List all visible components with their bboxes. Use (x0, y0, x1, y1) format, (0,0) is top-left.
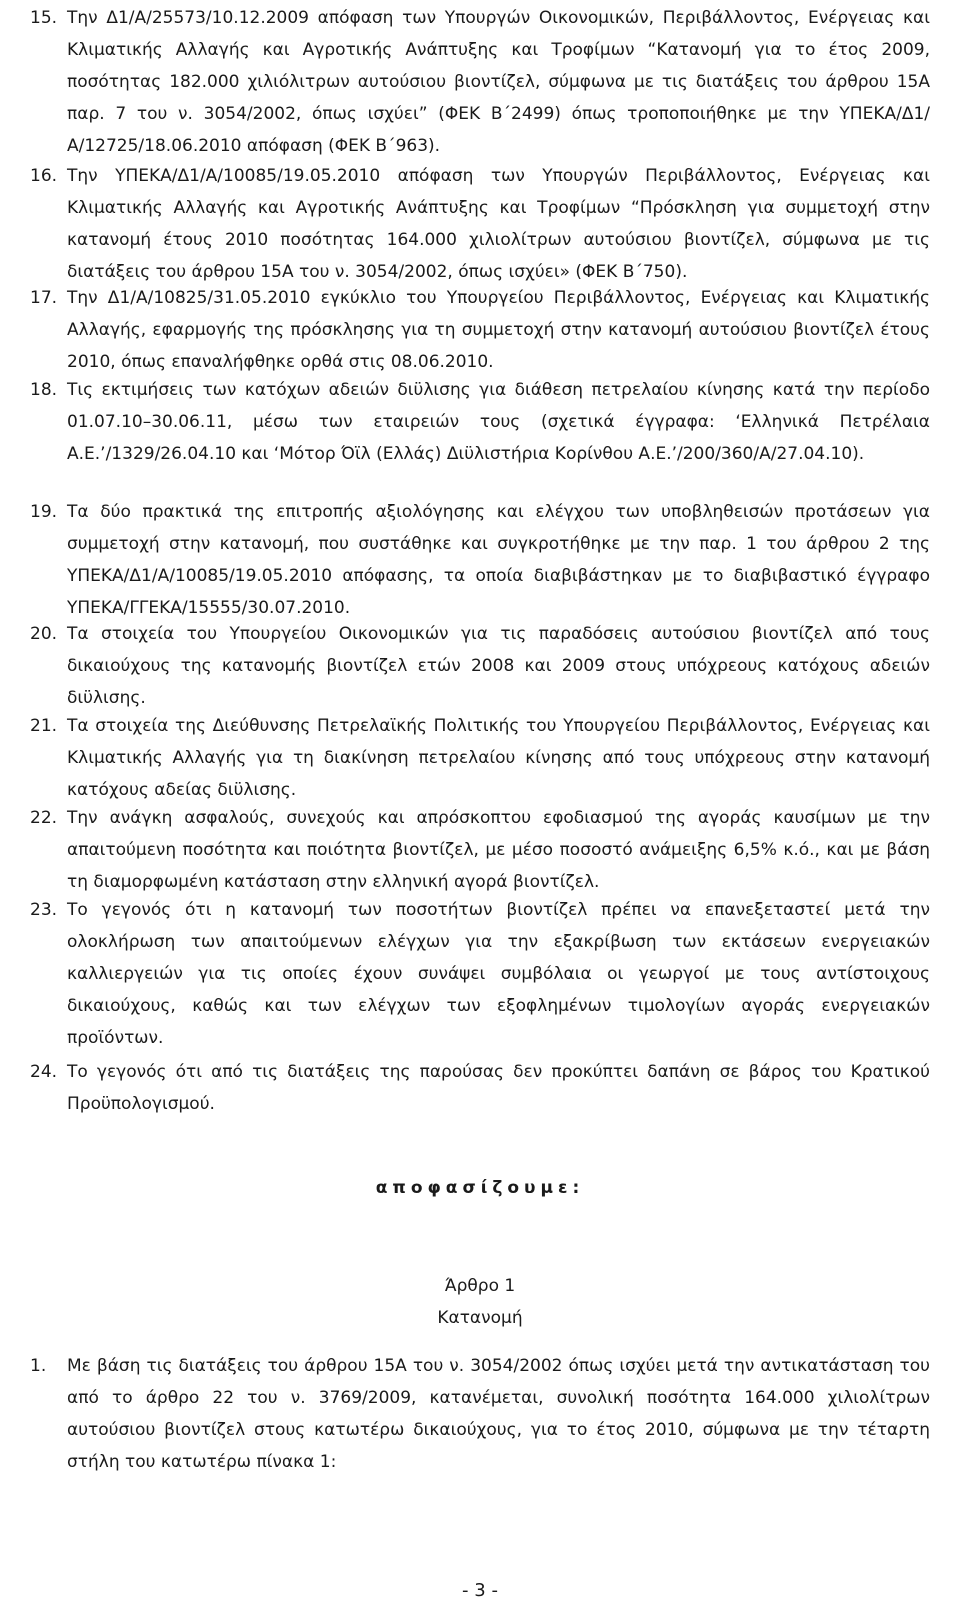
list-item (30, 618, 930, 714)
item-text: Το γεγονός ότι η κατανομή των ποσοτήτων βιοντίζελ πρέπει να επανεξεταστεί μετά την ολοκλήρωση των απαιτούμενων ελέγχων για την εξακρίβωση των εκτάσεων ενεργειακών καλλιεργειών για τις οποίες έχουν συνάψει συμβόλαια οι γεωργοί με τους αντίστοιχους δικαιούχους, καθώς και των ελέγχων των εξοφλημένων τιμολογίων αγοράς ενεργειακών προϊόντων. (67, 900, 930, 1048)
item-number: 20. (30, 624, 58, 644)
item-text: Τις εκτιμήσεις των κατόχων αδειών διϋλισης για διάθεση πετρελαίου κίνησης κατά την περίοδο 01.07.10–30.06.11, μέσω των εταιρειών τους (σχετικά έγγραφα: ‘Ελληνικά Πετρέλαια Α.Ε.’/1329/26.04.10 και ‘Μότορ Όϊλ (Ελλάς) Διϋλιστήρια Κορίνθου Α.Ε.’/200/360/Α/27.04.10). (67, 380, 930, 464)
article-subtitle: Κατανομή (437, 1308, 523, 1328)
list-item (30, 1056, 930, 1120)
item-text: Την Δ1/Α/25573/10.12.2009 απόφαση των Υπουργών Οικονομικών, Περιβάλλοντος, Ενέργειας και Κλιματικής Αλλαγής και Αγροτικής Ανάπτυξης και Τροφίμων “Κατανομή για το έτος 2009, ποσότητας 182.000 χιλιόλιτρων αυτούσιου βιοντίζελ, σύμφωνα με τις διατάξεις του άρθρου 15Α παρ. 7 του ν. 3054/2002, όπως ισχύει” (ΦΕΚ Β΄2499) όπως τροποποιήθηκε με την ΥΠΕΚΑ/Δ1/Α/12725/18.06.2010 απόφαση (ΦΕΚ Β΄963). (67, 8, 930, 156)
paragraph-number: 1. (30, 1356, 47, 1376)
item-number: 24. (30, 1062, 58, 1082)
list-item (30, 710, 930, 806)
list-item (30, 2, 930, 162)
decision-heading: αποφασίζουμε: (375, 1178, 585, 1198)
item-number: 18. (30, 380, 58, 400)
item-text: Την Δ1/Α/10825/31.05.2010 εγκύκλιο του Υπουργείου Περιβάλλοντος, Ενέργειας και Κλιματικής Αλλαγής, εφαρμογής της πρόσκλησης για τη συμμετοχή στην κατανομή αυτούσιου βιοντίζελ έτους 2010, όπως επαναλήφθηκε ορθά στις 08.06.2010. (67, 288, 930, 372)
list-item (30, 160, 930, 288)
page-number: - 3 - (462, 1580, 498, 1601)
list-item (30, 802, 930, 898)
item-text: Το γεγονός ότι από τις διατάξεις της παρούσας δεν προκύπτει δαπάνη σε βάρος του Κρατικού Προϋπολογισμού. (67, 1062, 930, 1114)
item-number: 22. (30, 808, 58, 828)
item-text: Την ΥΠΕΚΑ/Δ1/Α/10085/19.05.2010 απόφαση των Υπουργών Περιβάλλοντος, Ενέργειας και Κλιματικής Αλλαγής και Αγροτικής Ανάπτυξης και Τροφίμων “Πρόσκληση για συμμετοχή στην κατανομή έτους 2010 ποσότητας 164.000 χιλιολίτρων αυτούσιου βιοντίζελ, σύμφωνα με τις διατάξεις του άρθρου 15Α του ν. 3054/2002, όπως ισχύει» (ΦΕΚ Β΄750). (67, 166, 930, 282)
item-number: 16. (30, 166, 58, 186)
item-text: Την ανάγκη ασφαλούς, συνεχούς και απρόσκοπτου εφοδιασμού της αγοράς καυσίμων με την απαιτούμενη ποσότητα και ποιότητα βιοντίζελ, με μέσο ποσοστό ανάμειξης 6,5% κ.ό., και με βάση τη διαμορφωμένη κατάσταση στην ελληνική αγορά βιοντίζελ. (67, 808, 930, 892)
item-number: 21. (30, 716, 58, 736)
item-text: Τα στοιχεία της Διεύθυνσης Πετρελαϊκής Πολιτικής του Υπουργείου Περιβάλλοντος, Ενέργειας και Κλιματικής Αλλαγής για τη διακίνηση πετρελαίου κίνησης από τους υπόχρεους στην κατανομή κατόχους αδείας διϋλισης. (67, 716, 930, 800)
item-text: Τα δύο πρακτικά της επιτροπής αξιολόγησης και ελέγχου των υποβληθεισών προτάσεων για συμμετοχή στην κατανομή, που συστάθηκε και συγκροτήθηκε με την παρ. 1 του άρθρου 2 της ΥΠΕΚΑ/Δ1/Α/10085/19.05.2010 απόφασης, τα οποία διαβιβάστηκαν με το διαβιβαστικό έγγραφο ΥΠΕΚΑ/ΓΓΕΚΑ/15555/30.07.2010. (67, 502, 930, 618)
item-number: 15. (30, 8, 58, 28)
item-number: 23. (30, 900, 58, 920)
article-title: Άρθρο 1 (444, 1276, 516, 1296)
item-number: 17. (30, 288, 58, 308)
list-item (30, 374, 930, 470)
list-item (30, 894, 930, 1054)
item-text: Τα στοιχεία του Υπουργείου Οικονομικών για τις παραδόσεις αυτούσιου βιοντίζελ από τους δικαιούχους της κατανομής βιοντίζελ ετών 2008 και 2009 στους υπόχρεους κατόχους αδειών διϋλισης. (67, 624, 930, 708)
paragraph-text: Με βάση τις διατάξεις του άρθρου 15Α του ν. 3054/2002 όπως ισχύει μετά την αντικατάσταση του από το άρθρο 22 του ν. 3769/2009, κατανέμεται, συνολική ποσότητα 164.000 χιλιολίτρων αυτούσιου βιοντίζελ στους κατωτέρω δικαιούχους, για το έτος 2010, σύμφωνα με την τέταρτη στήλη του κατωτέρω πίνακα 1: (67, 1356, 930, 1472)
list-item (30, 282, 930, 378)
list-item (30, 496, 930, 624)
item-number: 19. (30, 502, 58, 522)
article-paragraph (30, 1350, 930, 1478)
